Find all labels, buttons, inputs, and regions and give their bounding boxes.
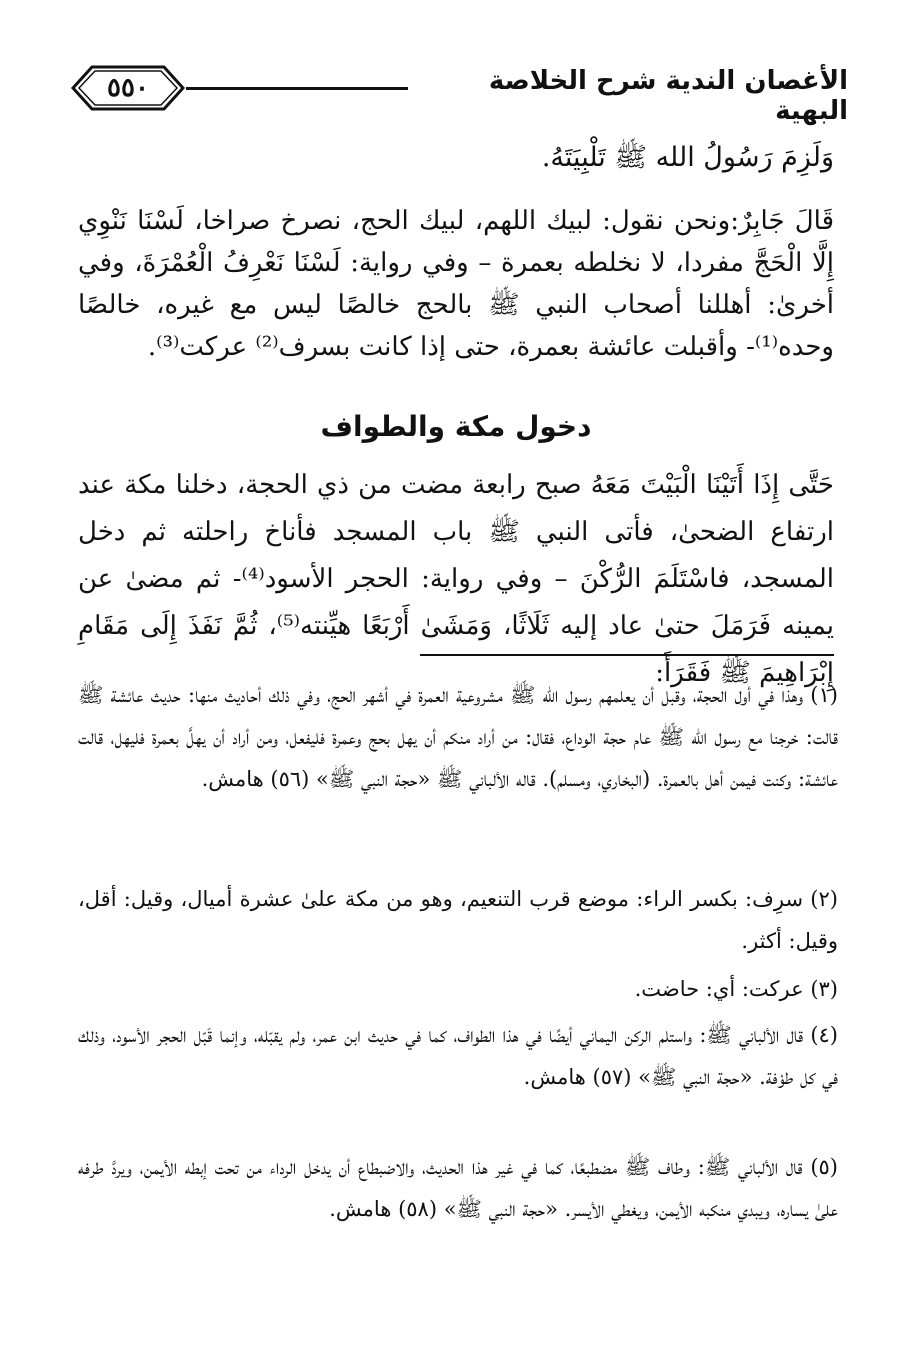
running-title: الأغصان الندية شرح الخلاصة البهية	[488, 66, 848, 126]
section-heading: دخول مكة والطواف	[320, 410, 592, 443]
header-rule	[186, 87, 408, 90]
paragraph-1: وَلَزِمَ رَسُولُ الله ﷺ تَلْبِيَتَهُ.	[541, 142, 834, 173]
footnote-4: (٤) قال الألباني ﷺ: واستلم الركن اليماني أيضًا في هذا الطواف، كما في حديث ابن عمر، ولم يقبّله، وإنما قَبّل الحجر الأسود، وذلك في كل طوْفة. «حجة النبي ﷺ» (٥٧) هامش.	[78, 1023, 838, 1089]
footnote-5: (٥) قال الألباني ﷺ: وطاف ﷺ مضطبعًا، كما في غير هذا الحديث، والاضبطاع أن يدخل الرداء من تحت إبطه الأيمن، ويردَّ طرفه علىٰ يساره، ويبدي منكبه الأيمن، ويغطي الأيسر. «حجة النبي ﷺ» (٥٨) هامش.	[78, 1155, 838, 1221]
paragraph-3: حَتَّى إِذَا أَتَيْنَا الْبَيْتَ مَعَهُ صبح رابعة مضت من ذي الحجة، دخلنا مكة عند ارتفاع الضحىٰ، فأتى النبي ﷺ باب المسجد فأناخ راحلته ثم دخل المسجد، فاسْتَلَمَ الرُّكْنَ – وفي رواية: الحجر الأسود⁽⁴⁾- ثم مضىٰ عن يمينه فَرَمَلَ حتىٰ عاد إليه ثَلَاثًا، وَمَشَىٰ أَرْبَعًا هيِّنته⁽⁵⁾، ثُمَّ نَفَذَ إِلَى مَقَامِ إِبْرَاهِيمَ ﷺ فَقَرَأَ:	[78, 470, 834, 688]
footnote-3: (٣) عركت: أي: حاضت.	[634, 977, 838, 1001]
footnote-separator	[420, 654, 834, 656]
footnote-1: (١) وهذا في أول الحجة، وقبل أن يعلمهم رسول الله ﷺ مشروعية العمرة في أشهر الحج، وفي ذلك أحاديث منها: حديث عائشة ﷺ قالت: خرجنا مع رسول الله ﷺ عام حجة الوداع، فقال: من أراد منكم أن يهل بحج وعمرة فليفعل، ومن أراد أن يهلَّ بعمرة فليهل، قالت عائشة: وكنت فيمن أهل بالعمرة. (البخاري، ومسلم). قاله الألباني ﷺ «حجة النبي ﷺ» (٥٦) هامش.	[78, 683, 838, 791]
running-header	[70, 58, 850, 126]
footnote-2: (٢) سرِف: بكسر الراء: موضع قرب التنعيم، وهو من مكة علىٰ عشرة أميال، وقيل: أقل، وقيل: أكثر.	[78, 887, 838, 953]
paragraph-2: قَالَ جَابِرٌ:ونحن نقول: لبيك اللهم، لبيك الحج، نصرخ صراخا، لَسْنَا نَنْوِي إِلَّا الْحَجَّ مفردا، لا نخلطه بعمرة – وفي رواية: لَسْنَا نَعْرِفُ الْعُمْرَةَ، وفي أخرىٰ: أهللنا أصحاب النبي ﷺ بالحج خالصًا ليس مع غيره، خالصًا وحده⁽¹⁾- وأقبلت عائشة بعمرة، حتى إذا كانت بسرف⁽²⁾ عركت⁽³⁾.	[78, 206, 834, 362]
page-number: ٥٥٠	[107, 73, 149, 103]
page-number-badge	[70, 64, 186, 112]
